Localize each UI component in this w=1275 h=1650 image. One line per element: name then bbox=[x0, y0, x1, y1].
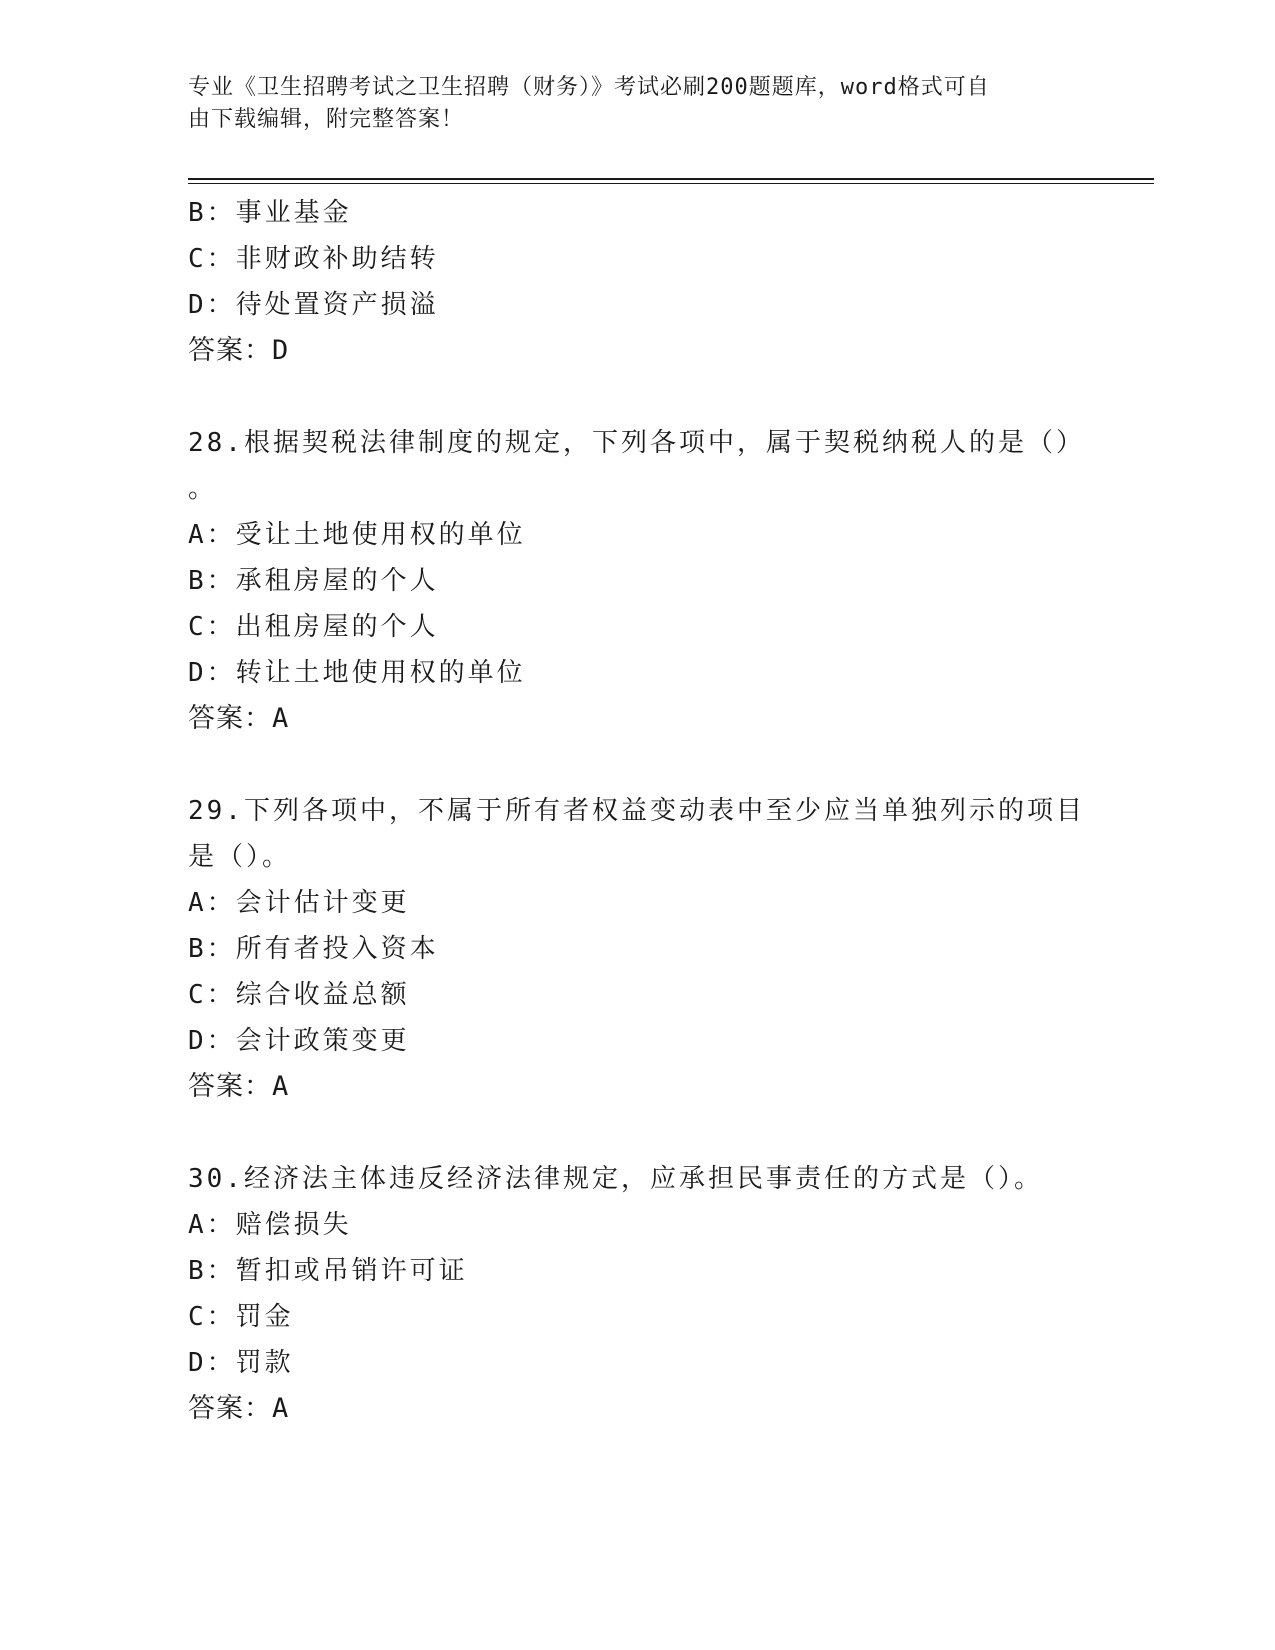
previous-question-tail bbox=[188, 190, 1088, 374]
question-text-continued: 。 bbox=[188, 474, 218, 504]
option-a: A：赔偿损失 bbox=[188, 1210, 352, 1240]
header-line-2: 由下载编辑，附完整答案！ bbox=[188, 107, 465, 132]
option-d: D：会计政策变更 bbox=[188, 1026, 410, 1056]
option-a: A：会计估计变更 bbox=[188, 888, 410, 918]
option-b: B：承租房屋的个人 bbox=[188, 566, 439, 596]
answer-line bbox=[188, 328, 1088, 374]
option-c: C：综合收益总额 bbox=[188, 980, 410, 1010]
option-c: C：罚金 bbox=[188, 1302, 294, 1332]
answer-label: 答案： bbox=[188, 1393, 272, 1424]
answer-value: A bbox=[272, 1071, 290, 1102]
question-list bbox=[188, 190, 1088, 1432]
answer-line bbox=[188, 1386, 1088, 1432]
option-d: D：转让土地使用权的单位 bbox=[188, 658, 526, 688]
option-c: C：非财政补助结转 bbox=[188, 244, 439, 274]
option-a: A：受让土地使用权的单位 bbox=[188, 520, 526, 550]
header-divider-thin bbox=[188, 183, 1154, 184]
question-spacer bbox=[188, 374, 1088, 420]
option-b: B：暂扣或吊销许可证 bbox=[188, 1256, 468, 1286]
question-text: 30.经济法主体违反经济法律规定，应承担民事责任的方式是（）。 bbox=[188, 1164, 1043, 1194]
answer-label: 答案： bbox=[188, 1071, 272, 1102]
answer-label: 答案： bbox=[188, 335, 272, 366]
question-spacer bbox=[188, 742, 1088, 788]
answer-value: A bbox=[272, 1393, 290, 1424]
header-divider-thick bbox=[188, 178, 1154, 180]
answer-value: D bbox=[272, 335, 290, 366]
question-30 bbox=[188, 1156, 1088, 1432]
option-d: D：待处置资产损溢 bbox=[188, 290, 439, 320]
header-line-1: 专业《卫生招聘考试之卫生招聘（财务）》考试必刷200题题库，word格式可自 bbox=[188, 75, 990, 100]
question-text: 29.下列各项中，不属于所有者权益变动表中至少应当单独列示的项目 bbox=[188, 796, 1085, 826]
question-spacer bbox=[188, 1110, 1088, 1156]
option-c: C：出租房屋的个人 bbox=[188, 612, 439, 642]
question-text-continued: 是（）。 bbox=[188, 842, 292, 872]
document-header bbox=[188, 72, 1068, 136]
answer-line bbox=[188, 696, 1088, 742]
option-b: B：所有者投入资本 bbox=[188, 934, 439, 964]
option-b: B：事业基金 bbox=[188, 198, 352, 228]
question-28 bbox=[188, 420, 1088, 742]
question-text: 28.根据契税法律制度的规定，下列各项中，属于契税纳税人的是（） bbox=[188, 428, 1085, 458]
option-d: D：罚款 bbox=[188, 1348, 294, 1378]
question-29 bbox=[188, 788, 1088, 1110]
answer-value: A bbox=[272, 703, 290, 734]
answer-label: 答案： bbox=[188, 703, 272, 734]
answer-line bbox=[188, 1064, 1088, 1110]
